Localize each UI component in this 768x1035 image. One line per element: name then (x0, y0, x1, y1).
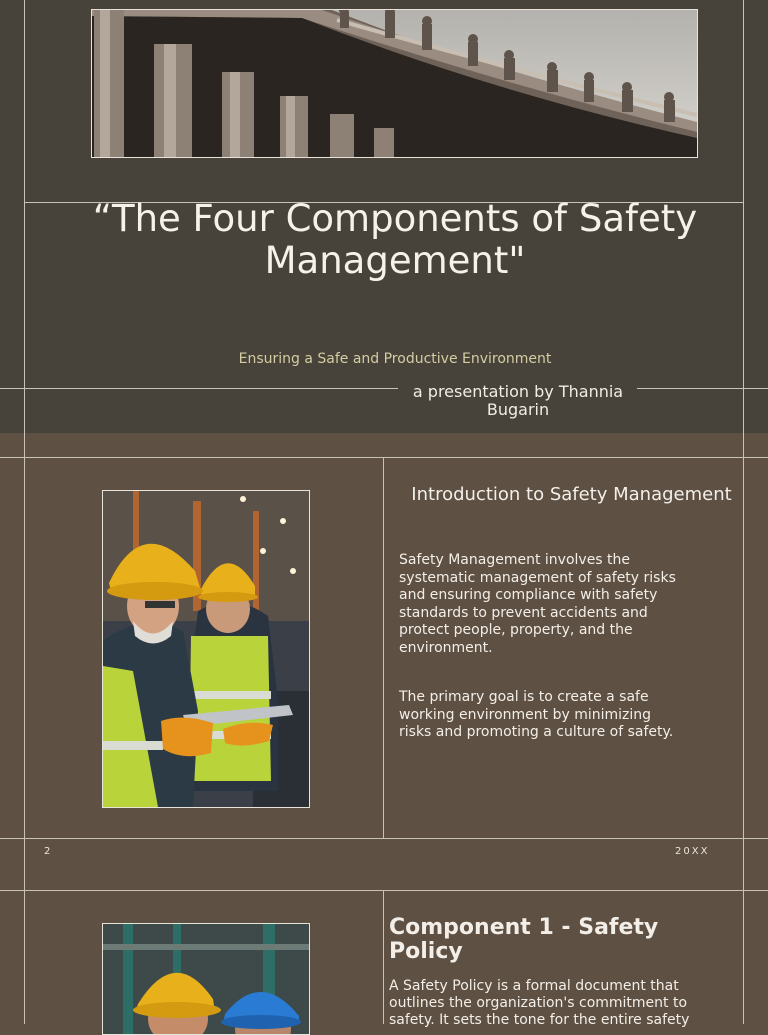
component-heading: Component 1 - Safety Policy (389, 915, 659, 964)
page-number: 2 (44, 846, 53, 857)
guide-line (743, 890, 744, 1024)
presentation-byline: a presentation by Thannia Bugarin (400, 383, 636, 419)
guide-line (383, 890, 384, 1024)
workers-hardhats-photo (102, 923, 310, 1035)
presentation-subtitle: Ensuring a Safe and Productive Environment (238, 351, 552, 367)
intro-heading: Introduction to Safety Management (411, 484, 732, 505)
guide-line (383, 457, 384, 839)
guide-line (24, 0, 25, 433)
guide-line (24, 433, 25, 890)
guide-line (637, 388, 768, 389)
guide-line (0, 838, 768, 839)
footer-year: 20XX (675, 846, 710, 857)
guide-line (0, 890, 768, 891)
guide-line (0, 457, 768, 458)
workers-tablet-photo (102, 490, 310, 808)
intro-paragraph-2: The primary goal is to create a safe working environment by minimizing risks and promoting a culture of safety. (399, 689, 674, 740)
component-text: A Safety Policy is a formal document that outlines the organization's commitment to safety. It sets the tone for the entire safety (389, 978, 690, 1028)
guide-line (0, 388, 398, 389)
guide-line (743, 433, 744, 890)
title-slide (0, 0, 768, 433)
guide-line (24, 890, 25, 1024)
presentation-title: “The Four Components of Safety Management" (92, 197, 698, 282)
colonnade-photo (91, 9, 698, 158)
guide-line (743, 0, 744, 433)
intro-paragraph-1: Safety Management involves the systematic management of safety risks and ensuring compliance with safety standards to prevent accidents and protect people, property, and the environment. (399, 552, 676, 656)
